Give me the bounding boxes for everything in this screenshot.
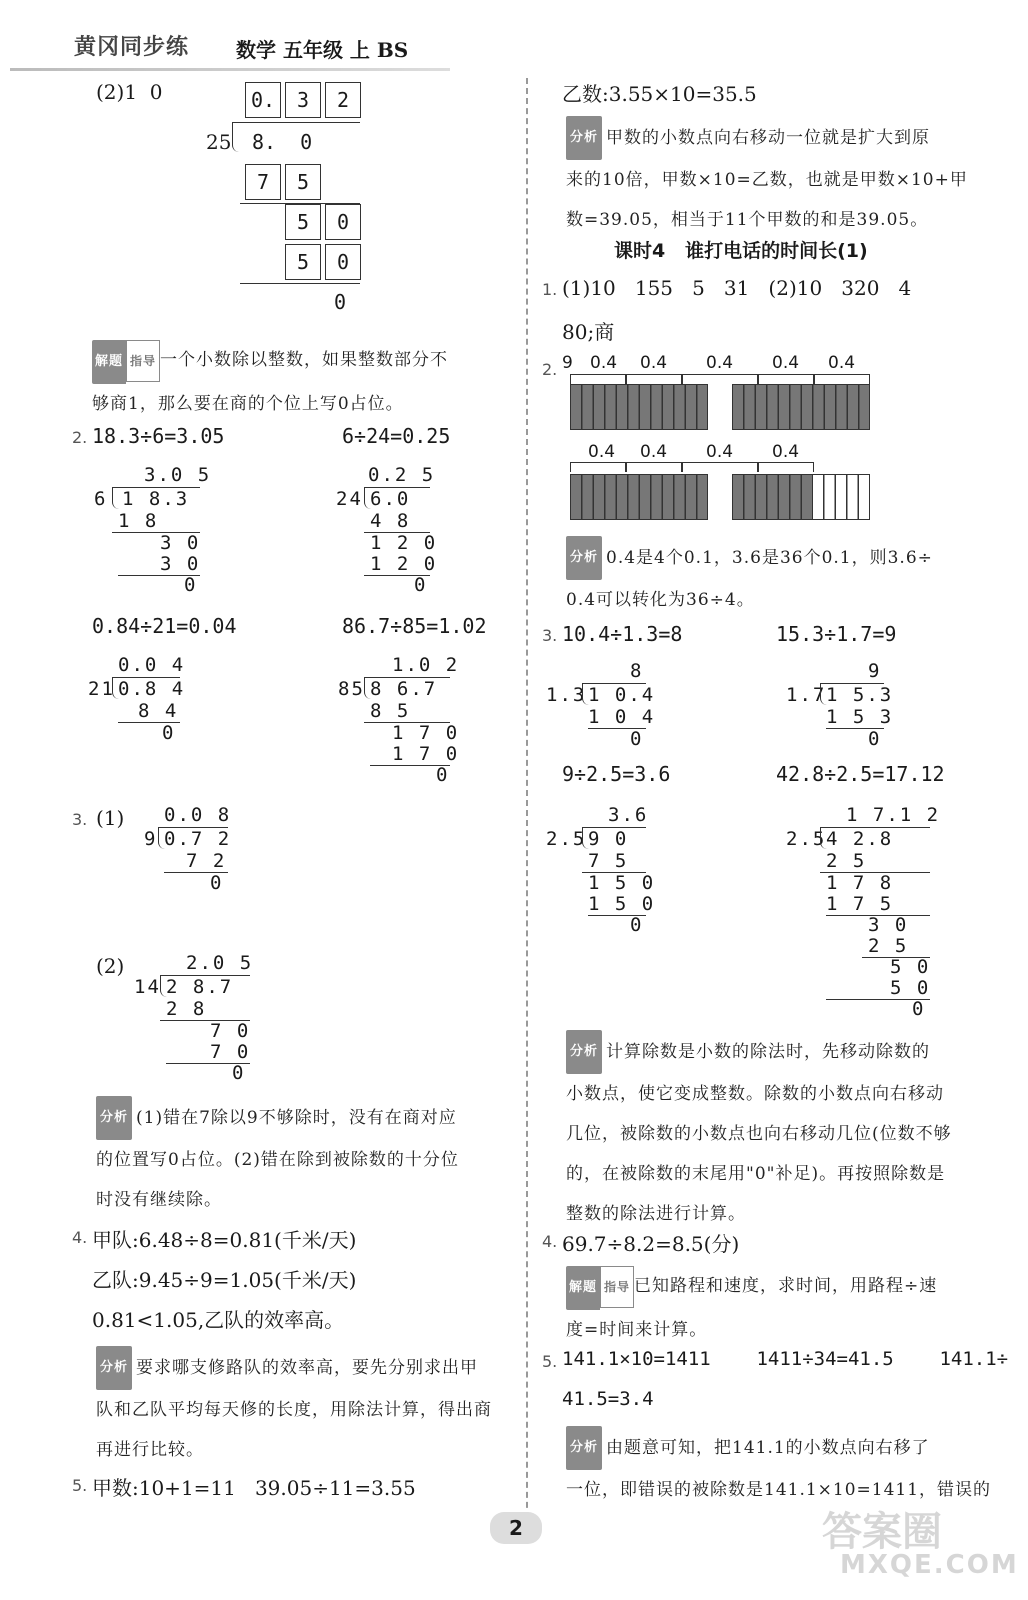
ld-remainder: 0 bbox=[868, 728, 882, 750]
ld-step: 7 2 bbox=[186, 850, 227, 872]
analysis-note-r3 bbox=[566, 1030, 996, 1234]
ld-dividend: 0.7 2 bbox=[164, 828, 232, 850]
ld-step: 1 7 0 bbox=[392, 722, 460, 744]
ld-remainder: 0 bbox=[184, 574, 198, 596]
answer-line: 甲队:6.48÷8=0.81(千米/天) bbox=[92, 1228, 357, 1252]
ld-remainder: 0 bbox=[162, 722, 176, 744]
analysis-tag: 分析 bbox=[566, 116, 602, 160]
ld-remainder: 0 bbox=[210, 872, 224, 894]
lesson-title: 课时4 谁打电话的时间长(1) bbox=[614, 240, 868, 262]
ld-dividend: 8 6.7 bbox=[370, 678, 438, 700]
ld-step: 3 0 bbox=[160, 553, 201, 575]
note-text: 计算除数是小数的除法时，先移动除数的 bbox=[606, 1042, 931, 1062]
answer-line: 0.81<1.05,乙队的效率高。 bbox=[92, 1308, 345, 1332]
column-divider bbox=[526, 78, 528, 1538]
division-bar bbox=[232, 122, 360, 123]
ld-dividend: 4 2.8 bbox=[826, 828, 894, 850]
r5-label: 5. bbox=[542, 1352, 558, 1371]
page-header bbox=[0, 0, 1028, 70]
equation: 6÷24=0.25 bbox=[342, 424, 451, 448]
decimal-bar bbox=[570, 474, 708, 520]
ld-remainder: 0 bbox=[912, 998, 926, 1020]
equation: 9÷2.5=3.6 bbox=[562, 762, 671, 786]
ld-dividend: 9 0 bbox=[588, 828, 629, 850]
step-box: 5 bbox=[285, 244, 321, 280]
ld-quotient: 2.0 5 bbox=[186, 952, 254, 974]
analysis-tag: 分析 bbox=[96, 1346, 132, 1390]
segment-brace bbox=[682, 374, 758, 384]
analysis-note-5 bbox=[566, 116, 996, 240]
ld-step: 1 0 4 bbox=[588, 706, 656, 728]
decimal-bar-empty bbox=[812, 474, 870, 520]
header-rule bbox=[10, 68, 450, 71]
step-box: 5 bbox=[285, 204, 321, 240]
ld-quotient: 8 bbox=[630, 660, 644, 682]
ld-step: 1 8 bbox=[118, 510, 159, 532]
ld-dividend: 6.0 bbox=[370, 488, 411, 510]
segment-label: 0.4 bbox=[828, 353, 856, 373]
note-text: 数=39.05，相当于11个甲数的和是39.05。 bbox=[566, 210, 929, 230]
q3-part-label: (2) bbox=[96, 954, 125, 978]
page-number: 2 bbox=[490, 1512, 542, 1544]
ld-quotient: 0.2 5 bbox=[368, 464, 436, 486]
ld-quotient: 1 7.1 2 bbox=[846, 804, 941, 826]
ld-step: 7 5 bbox=[588, 850, 629, 872]
note-text: 的，在被除数的末尾用"0"补足)。再按照除数是 bbox=[566, 1164, 946, 1184]
equation: 0.84÷21=0.04 bbox=[92, 614, 237, 638]
quotient-box: 0. bbox=[245, 82, 281, 118]
note-text: 度=时间来计算。 bbox=[566, 1320, 708, 1340]
segment-label: 0.4 bbox=[706, 442, 734, 462]
segment-brace bbox=[626, 462, 682, 472]
ld-step: 7 0 bbox=[210, 1020, 251, 1042]
step-rule bbox=[240, 283, 360, 284]
quotient-box: 3 bbox=[285, 82, 321, 118]
guide-tag: 解题 bbox=[566, 1266, 600, 1310]
divisor: 25 bbox=[206, 130, 232, 154]
answer-line: 80;商 bbox=[562, 320, 615, 344]
note-text: 0.4可以转化为36÷4。 bbox=[566, 590, 755, 610]
equation: 10.4÷1.3=8 bbox=[562, 622, 683, 646]
note-text: 要求哪支修路队的效率高，要先分别求出甲 bbox=[136, 1358, 479, 1378]
analysis-note-4 bbox=[96, 1346, 526, 1470]
step-box: 7 bbox=[245, 164, 281, 200]
ld-dividend: 1 0.4 bbox=[588, 684, 656, 706]
ld-step: 1 7 8 bbox=[826, 872, 894, 894]
note-text: 甲数的小数点向右移动一位就是扩大到原 bbox=[606, 128, 931, 148]
ld-step: 2 8 bbox=[166, 998, 207, 1020]
guide-tag: 指导 bbox=[126, 340, 160, 382]
note-text: 再进行比较。 bbox=[96, 1440, 204, 1460]
answer-line: 乙数:3.55×10=35.5 bbox=[562, 82, 757, 106]
ld-divisor: 2.5 bbox=[786, 828, 827, 850]
ld-quotient: 9 bbox=[868, 660, 882, 682]
ld-step: 7 0 bbox=[210, 1041, 251, 1063]
note-text: 0.4是4个0.1，3.6是36个0.1，则3.6÷ bbox=[606, 548, 933, 568]
ld-step: 8 5 bbox=[370, 700, 411, 722]
note-text: 整数的除法进行计算。 bbox=[566, 1204, 746, 1224]
analysis-tag: 分析 bbox=[566, 1426, 602, 1470]
ld-dividend: 1 8.3 bbox=[122, 488, 190, 510]
segment-label: 0.4 bbox=[706, 353, 734, 373]
q5-label: 5. bbox=[72, 1476, 88, 1495]
note-text: 一个小数除以整数，如果整数部分不 bbox=[160, 350, 449, 370]
ld-step: 1 7 0 bbox=[392, 743, 460, 765]
ld-step: 2 5 bbox=[868, 935, 909, 957]
step-box: 0 bbox=[325, 204, 361, 240]
division-bracket bbox=[112, 487, 119, 509]
segment-brace bbox=[758, 462, 814, 472]
ld-step: 1 5 3 bbox=[826, 706, 894, 728]
guide-note-r4 bbox=[566, 1266, 996, 1350]
note-text: 的位置写0占位。(2)错在除到被除数的十分位 bbox=[96, 1150, 459, 1170]
ld-quotient: 3.6 bbox=[608, 804, 649, 826]
guide-note-1 bbox=[92, 340, 512, 424]
brand-logo: 黄冈同步练 bbox=[74, 35, 190, 60]
ld-step: 4 8 bbox=[370, 510, 411, 532]
note-text: 时没有继续除。 bbox=[96, 1190, 222, 1210]
watermark: 答案圈 bbox=[822, 1509, 942, 1555]
equation: 15.3÷1.7=9 bbox=[776, 622, 897, 646]
ld-remainder: 0 bbox=[414, 574, 428, 596]
note-text: 小数点，使它变成整数。除数的小数点向右移动 bbox=[566, 1084, 944, 1104]
ld-remainder: 0 bbox=[630, 728, 644, 750]
ld-divisor: 6 bbox=[94, 488, 108, 510]
ld-divisor: 9 bbox=[144, 828, 158, 850]
decimal-bar bbox=[570, 384, 708, 430]
step-box: 0 bbox=[325, 244, 361, 280]
subject-title: 数学 五年级 上 BS bbox=[236, 38, 409, 62]
ld-step: 1 2 0 bbox=[370, 532, 438, 554]
note-text: 队和乙队平均每天修的长度，用除法计算，得出商 bbox=[96, 1400, 492, 1420]
ld-step: 3 0 bbox=[868, 914, 909, 936]
q1-label: (2)1 0 bbox=[96, 80, 163, 104]
note-text: 来的10倍，甲数×10=乙数，也就是甲数×10+甲 bbox=[566, 170, 968, 190]
ld-dividend: 1 5.3 bbox=[826, 684, 894, 706]
ld-step: 8 4 bbox=[138, 700, 179, 722]
ld-step: 1 2 0 bbox=[370, 553, 438, 575]
ld-step: 1 5 0 bbox=[588, 893, 656, 915]
ld-step: 5 0 bbox=[890, 956, 931, 978]
analysis-tag: 分析 bbox=[566, 536, 602, 580]
ld-dividend: 2 8.7 bbox=[166, 976, 234, 998]
step-box: 5 bbox=[285, 164, 321, 200]
ld-divisor: 21 bbox=[88, 678, 115, 700]
segment-label: 0.4 bbox=[772, 442, 800, 462]
note-text: 几位，被除数的小数点也向右移动几位(位数不够 bbox=[566, 1124, 952, 1144]
segment-brace bbox=[626, 374, 682, 384]
r3-label: 3. bbox=[542, 626, 558, 645]
q3-part-label: (1) bbox=[96, 806, 125, 830]
note-text: 一位，即错误的被除数是141.1×10=1411，错误的 bbox=[566, 1480, 992, 1500]
decimal-bar bbox=[732, 384, 870, 430]
ld-divisor: 85 bbox=[338, 678, 365, 700]
ld-quotient: 1.0 2 bbox=[392, 654, 460, 676]
note-text: 够商1，那么要在商的个位上写0占位。 bbox=[92, 394, 404, 414]
answer-line: 41.5=3.4 bbox=[562, 1388, 654, 1410]
analysis-tag: 分析 bbox=[96, 1096, 132, 1140]
ld-dividend: 0.8 4 bbox=[118, 678, 186, 700]
remainder: 0 bbox=[334, 290, 347, 314]
dividend: 8. 0 bbox=[252, 130, 313, 154]
segment-brace bbox=[682, 462, 758, 472]
analysis-note-3 bbox=[96, 1096, 526, 1220]
answer-line: 141.1×10=1411 1411÷34=41.5 141.1÷ bbox=[562, 1348, 1009, 1370]
answer-line: 甲数:10+1=11 39.05÷11=3.55 bbox=[92, 1476, 416, 1500]
q4-label: 4. bbox=[72, 1228, 88, 1247]
equation: 42.8÷2.5=17.12 bbox=[776, 762, 945, 786]
ld-divisor: 24 bbox=[336, 488, 363, 510]
decimal-bar bbox=[732, 474, 814, 520]
equation: 18.3÷6=3.05 bbox=[92, 424, 225, 448]
note-text: 由题意可知，把141.1的小数点向右移了 bbox=[606, 1438, 930, 1458]
ld-divisor: 1.7 bbox=[786, 684, 827, 706]
segment-brace bbox=[570, 462, 626, 472]
ld-quotient: 0.0 8 bbox=[164, 804, 232, 826]
diagram-label: 9 bbox=[562, 353, 573, 373]
q3-label: 3. bbox=[72, 810, 88, 829]
guide-tag: 指导 bbox=[600, 1266, 634, 1308]
ld-step: 5 0 bbox=[890, 977, 931, 999]
answer-line: 69.7÷8.2=8.5(分) bbox=[562, 1232, 740, 1256]
ld-quotient: 3.0 5 bbox=[144, 464, 212, 486]
ld-remainder: 0 bbox=[232, 1062, 246, 1084]
ld-step: 2 5 bbox=[826, 850, 867, 872]
q2-label: 2. bbox=[72, 428, 88, 447]
ld-quotient: 0.0 4 bbox=[118, 654, 186, 676]
analysis-note-r2 bbox=[566, 536, 996, 620]
segment-label: 0.4 bbox=[588, 442, 616, 462]
ld-step: 3 0 bbox=[160, 532, 201, 554]
ld-step: 1 7 5 bbox=[826, 893, 894, 915]
ld-divisor: 2.5 bbox=[546, 828, 587, 850]
ld-remainder: 0 bbox=[630, 914, 644, 936]
analysis-tag: 分析 bbox=[566, 1030, 602, 1074]
watermark-url: MXQE.COM bbox=[840, 1550, 1019, 1580]
answer-line: 乙队:9.45÷9=1.05(千米/天) bbox=[92, 1268, 357, 1292]
division-bracket bbox=[232, 122, 239, 152]
segment-brace bbox=[814, 374, 870, 384]
segment-brace bbox=[758, 374, 814, 384]
analysis-note-r5 bbox=[566, 1426, 996, 1510]
segment-label: 0.4 bbox=[772, 353, 800, 373]
segment-label: 0.4 bbox=[640, 353, 668, 373]
ld-remainder: 0 bbox=[436, 764, 450, 786]
segment-brace bbox=[570, 374, 626, 384]
ld-divisor: 14 bbox=[134, 976, 161, 998]
note-text: 已知路程和速度，求时间，用路程÷速 bbox=[634, 1276, 938, 1296]
guide-tag: 解题 bbox=[92, 340, 126, 384]
r4-label: 4. bbox=[542, 1232, 558, 1251]
segment-label: 0.4 bbox=[590, 353, 618, 373]
ld-step: 1 5 0 bbox=[588, 872, 656, 894]
r2-label: 2. bbox=[542, 360, 558, 379]
r1-label: 1. bbox=[542, 280, 558, 299]
segment-label: 0.4 bbox=[640, 442, 668, 462]
answer-line: (1)10 155 5 31 (2)10 320 4 bbox=[562, 276, 912, 300]
equation: 86.7÷85=1.02 bbox=[342, 614, 487, 638]
note-text: (1)错在7除以9不够除时，没有在商对应 bbox=[136, 1108, 457, 1128]
ld-divisor: 1.3 bbox=[546, 684, 587, 706]
quotient-box: 2 bbox=[325, 82, 361, 118]
